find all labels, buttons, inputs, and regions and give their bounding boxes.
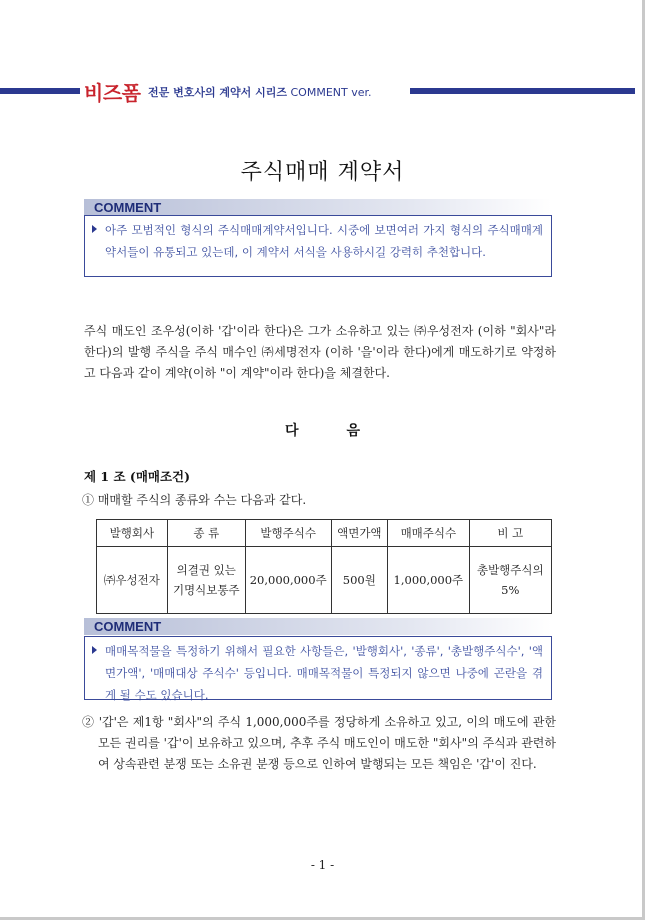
cell-type (167, 547, 245, 614)
table-header-cell: 매매주식수 (388, 520, 469, 547)
table-header-cell: 액면가액 (331, 520, 388, 547)
clause-2: ② '갑'은 제1항 "회사"의 주식 1,000,000주를 정당하게 소유하고 있고, 이의 매도에 관한 모든 권리를 '갑'이 보유하고 있으며, 추후 주식 매도인이 매도한 "회사"의 주식과 관련하여 상속관련 분쟁 또는 소유권 분쟁 등으로 인하여 발행되는 모든 책임은 '갑'이 진다. (82, 715, 556, 771)
cell-type-line1: 의결권 있는 (176, 563, 236, 577)
series-label-version: COMMENT ver. (290, 86, 372, 99)
series-header (0, 78, 645, 105)
comment-text: 매매목적물을 특정하기 위해서 필요한 사항들은, '발행회사', '종류', '총발행주식수', '액면가액', '매매대상 주식수' 등입니다. 매매목적물이 특정되지 않으면 나중에 곤란을 겪게 될 수도 있습니다. (105, 644, 543, 702)
header-bar-left (0, 88, 80, 94)
section-heading-left: 다 (284, 423, 299, 439)
header-bar-right (410, 88, 635, 94)
comment-box (84, 215, 552, 277)
arrow-bullet-icon (92, 646, 97, 654)
table-header-cell: 발행주식수 (245, 520, 331, 547)
section-heading-right: 음 (346, 423, 361, 439)
cell-note (469, 547, 551, 614)
series-label-korean: 전문 변호사의 계약서 시리즈 (148, 86, 287, 99)
cell-issued: 20,000,000주 (245, 547, 331, 614)
cell-type-line2: 기명식보통주 (172, 583, 240, 597)
page-number: - 1 - (310, 858, 335, 872)
table-header-cell: 발행회사 (97, 520, 168, 547)
arrow-bullet-icon (92, 225, 97, 233)
table-header-row (97, 520, 552, 547)
document-title: 주식매매 계약서 (240, 160, 405, 185)
cell-traded: 1,000,000주 (388, 547, 469, 614)
comment-label: COMMENT (84, 199, 552, 216)
table-header-cell: 비 고 (469, 520, 551, 547)
cell-note-line2: 5% (501, 583, 520, 597)
comment-text: 아주 모범적인 형식의 주식매매계약서입니다. 시중에 보면여러 가지 형식의 주식매매계약서들이 유통되고 있는데, 이 계약서 서식을 사용하시길 강력히 추천합니다. (105, 223, 543, 259)
preamble-paragraph: 주식 매도인 조우성(이하 '갑'이라 한다)은 그가 소유하고 있는 ㈜우성전자 (이하 "회사"라 한다)의 발행 주식을 주식 매수인 ㈜세명전자 (이하 '을'이라 한다)에게 매도하기로 약정하고 다음과 같이 계약(이하 "이 계약"이라 한다)을 체결한다. (84, 324, 556, 380)
section-heading (0, 420, 645, 440)
comment-box (84, 636, 552, 700)
series-label (148, 84, 372, 100)
article-title: 제 1 조 (매매조건) (84, 469, 191, 484)
cell-note-line1: 총발행주식의 (476, 563, 544, 577)
cell-par: 500원 (331, 547, 388, 614)
clause-1: ① 매매할 주식의 종류와 수는 다음과 같다. (82, 493, 307, 507)
table-row (97, 547, 552, 614)
comment-label: COMMENT (84, 618, 552, 635)
shares-table (96, 519, 552, 614)
table-header-cell: 종 류 (167, 520, 245, 547)
cell-company: ㈜우성전자 (97, 547, 168, 614)
brand-logo: 비즈폼 (84, 81, 141, 105)
